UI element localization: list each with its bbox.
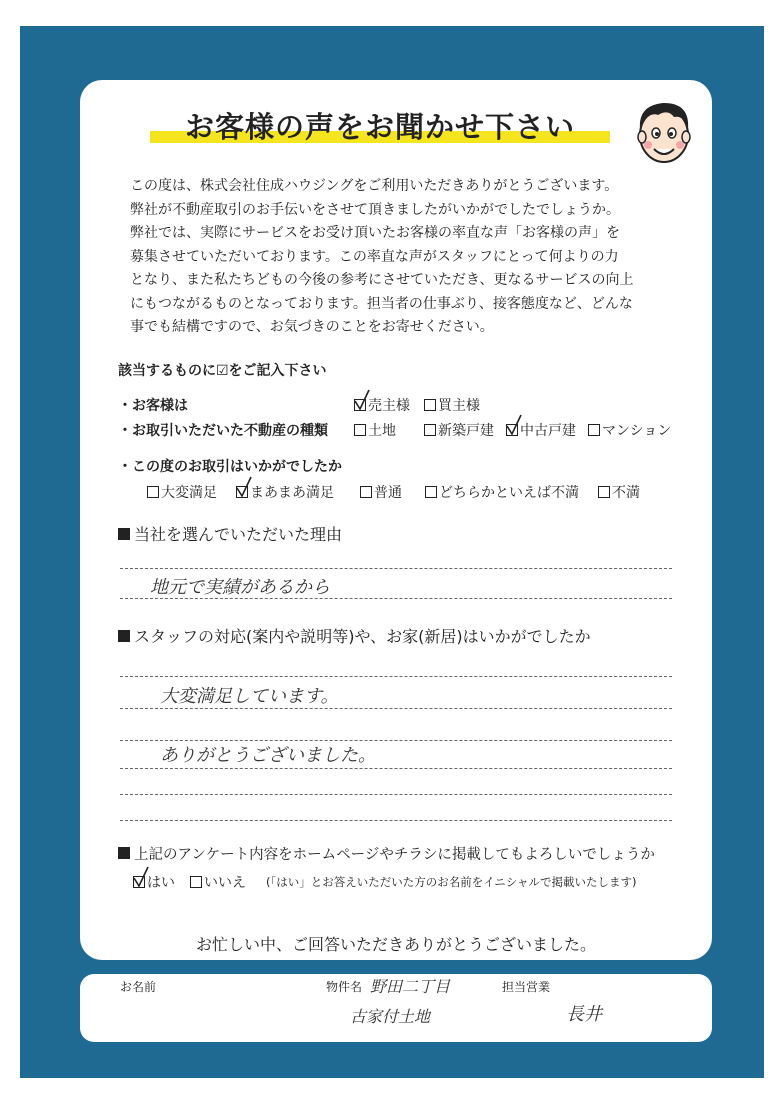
- satisfaction-label: ・この度のお取引はいかがでしたか: [118, 459, 342, 475]
- checkbox-new-house[interactable]: [424, 424, 436, 436]
- checkbox-somewhat-dissatisfied[interactable]: [425, 486, 437, 498]
- option-label: マンション: [602, 423, 672, 439]
- square-bullet-icon: [118, 847, 130, 859]
- option-no[interactable]: [190, 872, 246, 892]
- customer-type-label: ・お客様は: [118, 398, 188, 414]
- answer-line: [120, 820, 672, 821]
- q3-heading-text: 上記のアンケート内容をホームページやチラシに掲載してもよろしいでしょうか: [134, 847, 655, 863]
- option-yes[interactable]: [133, 872, 175, 892]
- q1-answer: 地元で実績があるから: [150, 577, 330, 598]
- property-value: 野田二丁目: [370, 977, 451, 996]
- checkbox-fairly-satisfied[interactable]: [236, 486, 248, 498]
- checkbox-seller[interactable]: [354, 399, 366, 411]
- checkbox-buyer[interactable]: [424, 399, 436, 411]
- name-label: お名前: [120, 980, 157, 994]
- checkmark-icon: [505, 414, 523, 436]
- option-buyer[interactable]: [424, 395, 480, 415]
- intro-line: この度は、株式会社住成ハウジングをご利用いただきありがとうございます。: [130, 178, 619, 194]
- staff-value: 長井: [566, 1004, 602, 1025]
- intro-line: 弊社では、実際にサービスをお受け頂いたお客様の率直な声「お客様の声」を: [130, 225, 620, 241]
- checkbox-mansion[interactable]: [588, 424, 600, 436]
- staff-label: 担当営業: [502, 980, 551, 994]
- intro-line: 募集させていただいております。この率直な声がスタッフにとって何よりの力: [130, 248, 619, 265]
- closing-message: お忙しい中、ご回答いただきありがとうございました。: [195, 935, 596, 954]
- option-seller[interactable]: [354, 395, 410, 415]
- option-dissatisfied[interactable]: [598, 482, 640, 502]
- checkbox-no[interactable]: [190, 876, 202, 888]
- option-fairly-satisfied[interactable]: [236, 482, 334, 502]
- option-somewhat-dissatisfied[interactable]: [425, 482, 579, 502]
- answer-line: [120, 676, 672, 677]
- checkbox-land[interactable]: [354, 424, 366, 436]
- checkbox-normal[interactable]: [360, 486, 372, 498]
- intro-line: となり、また私たちどもの今後の参考にさせていただき、更なるサービスの向上: [130, 272, 634, 288]
- option-mansion[interactable]: [588, 420, 671, 440]
- q1-heading: [118, 522, 342, 545]
- option-label: 中古戸建: [520, 423, 576, 439]
- option-label: 大変満足: [161, 485, 217, 501]
- property-value: 古家付土地: [350, 1007, 431, 1026]
- option-label: いいえ: [204, 875, 246, 891]
- option-label: 売主様: [368, 398, 410, 414]
- q2-answer-line: 大変満足しています。: [160, 686, 339, 707]
- property-label: 物件名: [326, 980, 363, 994]
- checkmark-icon: [235, 476, 253, 498]
- answer-line: [120, 568, 672, 569]
- option-land[interactable]: [354, 420, 396, 440]
- q1-heading-text: 当社を選んでいただいた理由: [134, 525, 343, 544]
- checkbox-used-house[interactable]: [506, 424, 518, 436]
- checkbox-dissatisfied[interactable]: [598, 486, 610, 498]
- q2-heading-text: スタッフの対応(案内や説明等)や、お家(新居)はいかがでしたか: [134, 627, 591, 646]
- page-title: お客様の声をお聞かせ下さい: [184, 110, 575, 144]
- option-label: 不満: [612, 485, 640, 501]
- title-area: [150, 105, 610, 153]
- answer-line: [120, 794, 672, 795]
- option-normal[interactable]: [360, 482, 402, 502]
- q2-heading: [118, 624, 591, 647]
- option-label: 普通: [374, 485, 402, 501]
- option-very-satisfied[interactable]: [147, 482, 217, 502]
- intro-line: 事でも結構ですので、お気づきのことをお寄せください。: [130, 319, 494, 335]
- q3-note: (「はい」とお答えいただいた方のお名前をイニシャルで掲載いたします): [266, 875, 637, 889]
- checkmark-icon: [353, 389, 371, 411]
- option-label: はい: [147, 875, 175, 891]
- intro-line: 弊社が不動産取引のお手伝いをさせて頂きましたがいかがでしたでしょうか。: [130, 201, 620, 218]
- q3-heading: [118, 843, 655, 864]
- intro-line: にもつながるものとなっております。担当者の仕事ぶり、接客態度など、どんな: [130, 295, 633, 312]
- option-new-house[interactable]: [424, 420, 494, 440]
- property-type-label: ・お取引いただいた不動産の種類: [118, 423, 328, 439]
- q2-answer-line: ありがとうございました。: [160, 745, 376, 766]
- instruction-text: 該当するものに☑をご記入下さい: [118, 363, 327, 379]
- checkbox-yes[interactable]: [133, 876, 145, 888]
- option-label: どちらかといえば不満: [439, 485, 579, 501]
- square-bullet-icon: [118, 528, 130, 540]
- intro-text: [130, 175, 690, 340]
- option-label: 土地: [368, 423, 396, 439]
- checkbox-very-satisfied[interactable]: [147, 486, 159, 498]
- mascot-face-icon: [628, 95, 700, 167]
- answer-line: [120, 768, 672, 769]
- square-bullet-icon: [118, 630, 130, 642]
- answer-line: [120, 708, 672, 709]
- option-label: まあまあ満足: [250, 485, 334, 501]
- checkmark-icon: [132, 866, 150, 888]
- option-label: 新築戸建: [438, 423, 494, 439]
- option-label: 買主様: [438, 398, 480, 414]
- option-used-house[interactable]: [506, 420, 576, 440]
